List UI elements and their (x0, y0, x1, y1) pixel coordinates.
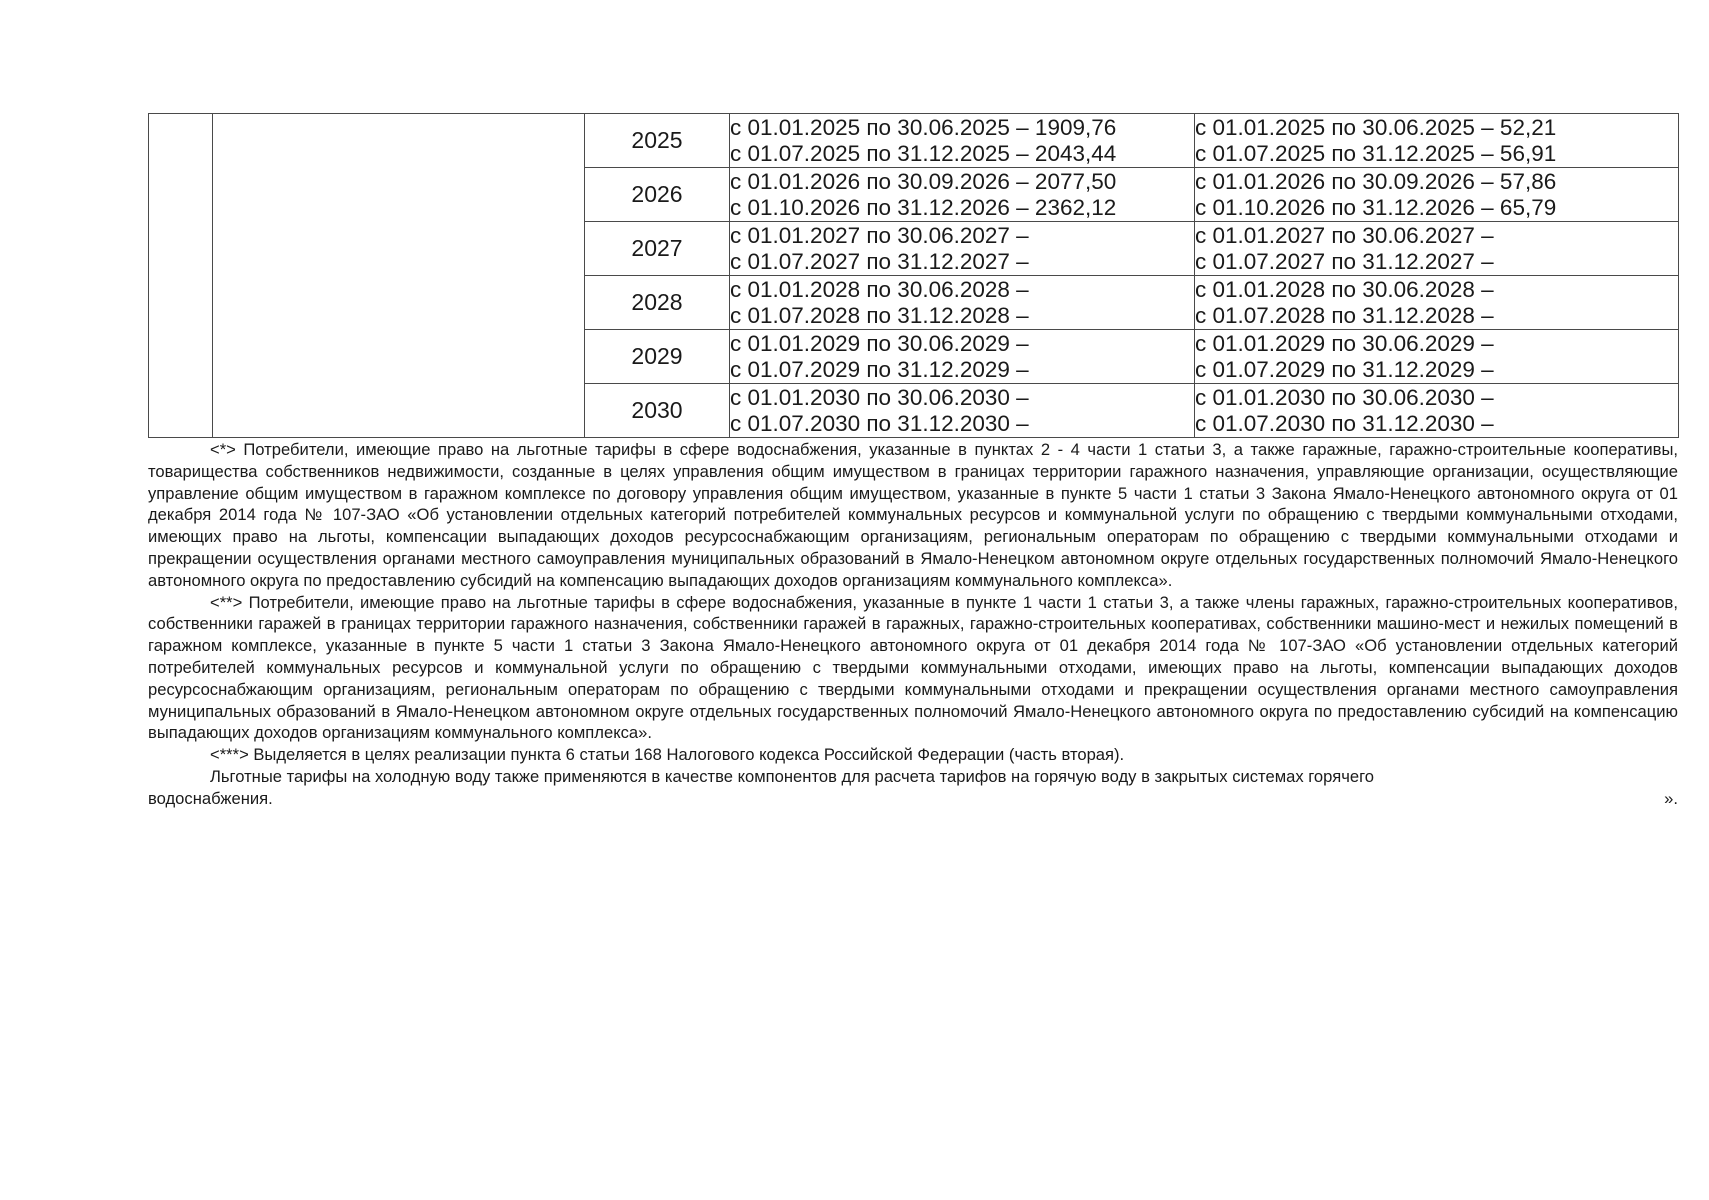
period-line: с 01.07.2028 по 31.12.2028 – (1195, 302, 1494, 328)
period-line: с 01.01.2030 по 30.06.2030 – (730, 384, 1029, 410)
year-cell: 2025 (585, 114, 730, 168)
tariff-cell-a (730, 330, 1195, 384)
tariff-cell-b (1195, 384, 1679, 438)
period-line: с 01.10.2026 по 31.12.2026 – 2362,12 (730, 194, 1117, 220)
tariff-table (148, 113, 1679, 438)
period-line: с 01.01.2028 по 30.06.2028 – (1195, 276, 1494, 302)
tariff-cell-b (1195, 114, 1679, 168)
footnote-2: <**> Потребители, имеющие право на льготные тарифы в сфере водоснабжения, указанные в пункте 1 части 1 статьи 3, а также члены гаражных, гаражно-строительных кооперативов, собственники гаражей в границах территории гаражного назначения, собственники гаражей в гаражных, гаражно-строительных кооперативах, собственники машино-мест и нежилых помещений в гаражном комплексе, указанные в пункте 5 части 1 статьи 3 Закона Ямало-Ненецкого автономного округа от 01 декабря 2014 года № 107-ЗАО «Об установлении отдельных категорий потребителей коммунальных ресурсов и коммунальной услуги по обращению с твердыми коммунальными отходами, имеющих право на льготы, компенсации выпадающих доходов ресурсоснабжающим организациям, региональным операторам по обращению с твердыми коммунальными отходами и прекращении осуществления органами местного самоуправления муниципальных образований в Ямало-Ненецком автономном округе отдельных государственных полномочий Ямало-Ненецкого автономного округа по предоставлению субсидий на компенсацию выпадающих доходов организациям коммунального комплекса». (148, 592, 1678, 743)
footnote-3: <***> Выделяется в целях реализации пункта 6 статьи 168 Налогового кодекса Российской Федерации (часть вторая). (210, 745, 1125, 765)
table-row (149, 114, 1679, 168)
year-cell: 2030 (585, 384, 730, 438)
footnote-4-last-line (148, 788, 1678, 810)
period-line: с 01.07.2025 по 31.12.2025 – 2043,44 (730, 140, 1117, 166)
tariff-cell-a (730, 114, 1195, 168)
tariff-cell-b (1195, 168, 1679, 222)
closing-quote-mark: ». (1664, 788, 1678, 808)
period-line: с 01.01.2026 по 30.09.2026 – 57,86 (1195, 168, 1557, 194)
footnote-4-text: Льготные тарифы на холодную воду также применяются в качестве компонентов для расчета тарифов на горячую воду в закрытых системах горячего (210, 766, 1374, 786)
period-line: с 01.01.2027 по 30.06.2027 – (1195, 222, 1494, 248)
tariff-cell-b (1195, 330, 1679, 384)
blank-cell-consumer (213, 114, 585, 438)
tariff-cell-a (730, 276, 1195, 330)
period-line: с 01.01.2028 по 30.06.2028 – (730, 276, 1029, 302)
period-line: с 01.01.2030 по 30.06.2030 – (1195, 384, 1494, 410)
period-line: с 01.07.2027 по 31.12.2027 – (730, 248, 1029, 274)
tariff-cell-a (730, 222, 1195, 276)
footnote-4-tail: водоснабжения. (148, 788, 273, 808)
period-line: с 01.01.2027 по 30.06.2027 – (730, 222, 1029, 248)
period-line: с 01.01.2025 по 30.06.2025 – 1909,76 (730, 114, 1117, 140)
period-line: с 01.07.2027 по 31.12.2027 – (1195, 248, 1494, 274)
period-line: с 01.01.2029 по 30.06.2029 – (730, 330, 1029, 356)
period-line: с 01.07.2030 по 31.12.2030 – (1195, 410, 1494, 436)
year-cell: 2026 (585, 168, 730, 222)
period-line: с 01.07.2029 по 31.12.2029 – (1195, 356, 1494, 382)
footnote-4 (148, 766, 1678, 788)
year-cell: 2029 (585, 330, 730, 384)
tariff-cell-a (730, 384, 1195, 438)
tariff-cell-a (730, 168, 1195, 222)
footnote-1: <*> Потребители, имеющие право на льготные тарифы в сфере водоснабжения, указанные в пунктах 2 - 4 части 1 статьи 3, а также гаражные, гаражно-строительные кооперативы, товарищества собственников недвижимости, созданные в целях управления общим имуществом в границах территории гаражного назначения, управляющие организации, осуществляющие управление общим имуществом в гаражном комплексе по договору управления общим имуществом, указанные в пункте 5 части 1 статьи 3 Закона Ямало-Ненецкого автономного округа от 01 декабря 2014 года № 107-ЗАО «Об установлении отдельных категорий потребителей коммунальных ресурсов и коммунальной услуги по обращению с твердыми коммунальными отходами, имеющих право на льготы, компенсации выпадающих доходов ресурсоснабжающим организациям, региональным операторам по обращению с твердыми коммунальными отходами и прекращении осуществления органами местного самоуправления муниципальных образований в Ямало-Ненецком автономном округе отдельных государственных полномочий Ямало-Ненецкого автономного округа по предоставлению субсидий на компенсацию выпадающих доходов организациям коммунального комплекса». (148, 440, 1678, 590)
blank-cell-number (149, 114, 213, 438)
period-line: с 01.07.2025 по 31.12.2025 – 56,91 (1195, 140, 1557, 166)
tariff-cell-b (1195, 222, 1679, 276)
period-line: с 01.10.2026 по 31.12.2026 – 65,79 (1195, 194, 1557, 220)
period-line: с 01.01.2029 по 30.06.2029 – (1195, 330, 1494, 356)
period-line: с 01.07.2028 по 31.12.2028 – (730, 302, 1029, 328)
tariff-cell-b (1195, 276, 1679, 330)
tariff-table-body (149, 114, 1679, 438)
document-page (148, 113, 1678, 810)
period-line: с 01.07.2030 по 31.12.2030 – (730, 410, 1029, 436)
year-cell: 2027 (585, 222, 730, 276)
period-line: с 01.01.2026 по 30.09.2026 – 2077,50 (730, 168, 1117, 194)
period-line: с 01.07.2029 по 31.12.2029 – (730, 356, 1029, 382)
footnotes (148, 439, 1678, 810)
year-cell: 2028 (585, 276, 730, 330)
period-line: с 01.01.2025 по 30.06.2025 – 52,21 (1195, 114, 1557, 140)
